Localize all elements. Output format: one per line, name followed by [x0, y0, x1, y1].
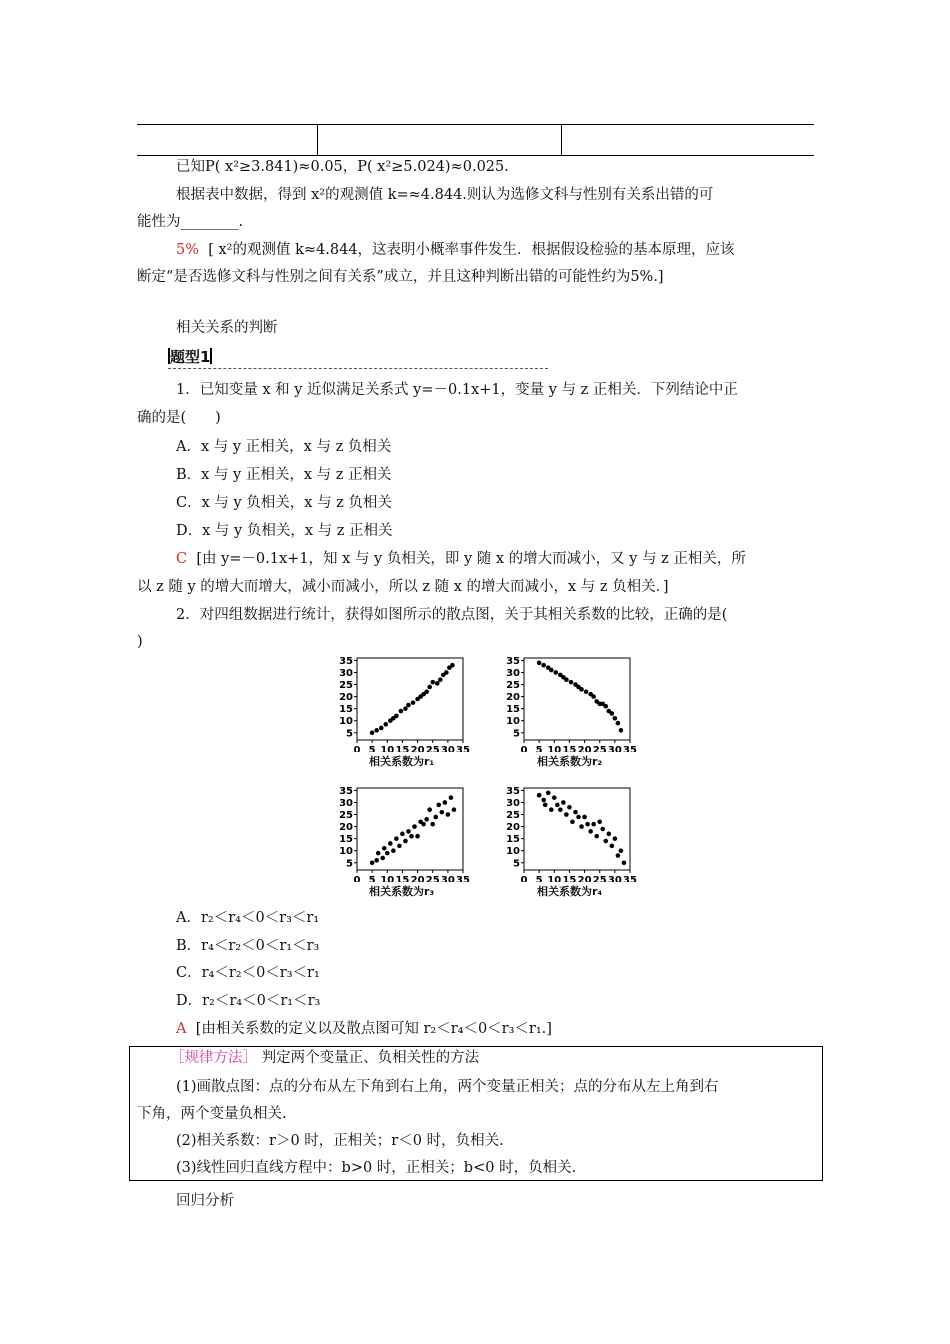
scatter-point	[435, 681, 440, 686]
scatter-point	[537, 793, 542, 798]
scatter-point	[403, 706, 408, 711]
plot-caption-r2: 相关系数为r₂	[537, 755, 603, 768]
y-tick-label: 10	[339, 716, 353, 728]
x-tick-label: 25	[592, 745, 607, 752]
method-point-1b: 下角，两个变量负相关.	[137, 1106, 287, 1122]
y-tick-label: 20	[339, 692, 353, 704]
x-tick-label: 35	[456, 875, 470, 882]
q2-answer	[176, 1019, 552, 1039]
y-tick-label: 25	[339, 810, 353, 822]
scatter-point	[543, 803, 548, 808]
scatter-point	[438, 677, 443, 682]
x-tick-label: 5	[368, 875, 376, 882]
plot-frame	[524, 788, 630, 870]
scatter-point	[397, 844, 402, 849]
scatter-point	[406, 829, 411, 834]
scatter-point	[374, 728, 379, 733]
scatter-point	[430, 680, 435, 685]
answer-letter: 5%	[176, 242, 200, 258]
q1-answer-line-2: 以 z 随 y 的增大而增大，减小而减小，所以 z 随 x 的增大而减小，x 与 z 负相关．]	[137, 579, 669, 595]
q1-option-d: D．x 与 y 负相关，x 与 z 正相关	[176, 523, 393, 539]
x-tick-label: 35	[623, 875, 637, 882]
scatter-point	[382, 846, 387, 851]
table-divider	[561, 125, 562, 155]
q2-answer-text: [由相关系数的定义以及散点图可知 r₂＜r₄＜0＜r₃＜r₁.]	[195, 1021, 552, 1037]
x-tick-label: 5	[535, 875, 543, 882]
plot-frame	[524, 658, 630, 740]
y-tick-label: 30	[506, 797, 520, 809]
x-tick-label: 25	[425, 745, 440, 752]
x-tick-label: 5	[368, 745, 376, 752]
x-tick-label: 10	[547, 745, 562, 752]
scatter-point	[424, 689, 429, 694]
method-point-2: (2)相关系数：r＞0 时，正相关；r＜0 时，负相关.	[176, 1133, 504, 1149]
scatter-point	[427, 685, 432, 690]
scatter-point	[537, 661, 542, 666]
section-title: 相关关系的判断	[176, 320, 278, 336]
x-tick-label: 20	[410, 745, 425, 752]
scatter-point	[603, 839, 608, 844]
x-tick-label: 35	[623, 745, 637, 752]
y-tick-label: 25	[339, 680, 353, 692]
answer-line-1	[176, 240, 735, 260]
scatter-point	[399, 709, 404, 714]
scatter-point	[394, 714, 399, 719]
method-title: 判定两个变量正、负相关性的方法	[257, 1050, 480, 1066]
scatter-point	[564, 812, 569, 817]
question-line-2: 能性为________.	[137, 214, 244, 230]
y-tick-label: 35	[339, 785, 353, 797]
scatter-point	[619, 848, 624, 853]
scatter-point	[549, 807, 554, 812]
scatter-point	[552, 795, 557, 800]
scatter-point	[449, 795, 454, 800]
scatter-plot-r2	[502, 652, 652, 752]
answer-line-2: 断定“是否选修文科与性别之间有关系”成立，并且这种判断出错的可能性约为5%.]	[137, 269, 664, 285]
x-tick-label: 30	[607, 745, 622, 752]
scatter-point	[430, 822, 435, 827]
y-tick-label: 25	[506, 680, 520, 692]
scatter-point	[409, 834, 414, 839]
scatter-point	[444, 670, 449, 675]
scatter-point	[567, 805, 572, 810]
scatter-point	[584, 689, 589, 694]
y-tick-label: 15	[339, 704, 353, 716]
y-tick-label: 25	[506, 810, 520, 822]
q2-stem-line-2: )	[137, 634, 143, 650]
scatter-point	[415, 834, 420, 839]
q1-option-a: A．x 与 y 正相关，x 与 z 负相关	[176, 439, 392, 455]
scatter-point	[394, 836, 399, 841]
y-tick-label: 20	[339, 822, 353, 834]
x-tick-label: 35	[456, 745, 470, 752]
q2-option-d: D．r₂＜r₄＜0＜r₁＜r₃	[176, 993, 321, 1009]
scatter-point	[564, 677, 569, 682]
x-tick-label: 0	[520, 745, 528, 752]
scatter-point	[379, 726, 384, 731]
scatter-point	[610, 844, 615, 849]
section-title-regression: 回归分析	[176, 1193, 234, 1209]
y-tick-label: 30	[506, 667, 520, 679]
x-tick-label: 5	[535, 745, 543, 752]
x-tick-label: 20	[577, 745, 592, 752]
y-tick-label: 10	[506, 846, 520, 858]
scatter-point	[579, 687, 584, 692]
scatter-point	[591, 694, 596, 699]
scatter-plot-r4	[502, 782, 652, 882]
method-point-1a: (1)画散点图：点的分布从左下角到右上角，两个变量正相关；点的分布从左上角到右	[176, 1079, 719, 1095]
scatter-point	[554, 670, 559, 675]
scatter-point	[446, 812, 451, 817]
scatter-point	[570, 819, 575, 824]
x-tick-label: 30	[607, 875, 622, 882]
scatter-point	[370, 730, 375, 735]
q2-stem-line-1: 2．对四组数据进行统计，获得如图所示的散点图，关于其相关系数的比较，正确的是(	[176, 607, 728, 623]
plot-caption-r3: 相关系数为r₃	[369, 885, 435, 898]
q1-answer-letter: C	[176, 551, 188, 567]
scatter-point	[607, 832, 612, 837]
data-table-fragment	[137, 124, 814, 156]
scatter-point	[450, 663, 455, 668]
answer-text: [ x²的观测值 k≈4.844，这表明小概率事件发生．根据假设检验的基本原理，应该	[208, 242, 735, 258]
scatter-point	[561, 800, 566, 805]
q1-answer-text: [由 y=－0.1x+1，知 x 与 y 负相关，即 y 随 x 的增大而减小，又 y 与 z 正相关，所	[196, 551, 746, 567]
method-label: ［规律方法］	[170, 1050, 257, 1066]
y-tick-label: 35	[339, 655, 353, 667]
q2-option-a: A．r₂＜r₄＜0＜r₃＜r₁	[176, 910, 320, 926]
scatter-point	[579, 824, 584, 829]
scatter-point	[400, 832, 405, 837]
y-tick-label: 35	[506, 655, 520, 667]
y-tick-label: 15	[506, 834, 520, 846]
scatter-point	[546, 791, 551, 796]
scatter-point	[376, 851, 381, 856]
scatter-plot-r3	[335, 782, 485, 882]
q2-option-c: C．r₄＜r₂＜0＜r₃＜r₁	[176, 965, 320, 981]
scatter-point	[403, 839, 408, 844]
scatter-point	[582, 815, 587, 820]
scatter-point	[603, 704, 608, 709]
scatter-point	[549, 668, 554, 673]
scatter-point	[585, 822, 590, 827]
scatter-point	[616, 721, 621, 726]
dashed-divider	[168, 368, 548, 369]
y-tick-label: 15	[506, 704, 520, 716]
method-box-title	[170, 1048, 479, 1068]
scatter-point	[427, 807, 432, 812]
scatter-point	[622, 860, 627, 865]
y-tick-label: 10	[339, 846, 353, 858]
x-tick-label: 10	[380, 875, 395, 882]
scatter-point	[411, 700, 416, 705]
q2-option-b: B．r₄＜r₂＜0＜r₁＜r₃	[176, 938, 320, 954]
scatter-point	[591, 822, 596, 827]
scatter-point	[383, 722, 388, 727]
given-probabilities: 已知P( x²≥3.841)≈0.05，P( x²≥5.024)≈0.025.	[176, 159, 509, 175]
plot-caption-r4: 相关系数为r₄	[537, 885, 603, 898]
y-tick-label: 10	[506, 716, 520, 728]
y-tick-label: 5	[513, 728, 520, 740]
x-tick-label: 15	[395, 875, 410, 882]
y-tick-label: 30	[339, 667, 353, 679]
q1-option-c: C．x 与 y 负相关，x 与 z 负相关	[176, 495, 392, 511]
question-type-tag: 题型1	[170, 348, 211, 366]
q1-answer-line-1	[176, 549, 746, 569]
y-tick-label: 35	[506, 785, 520, 797]
scatter-point	[433, 815, 438, 820]
scatter-point	[421, 822, 426, 827]
plot-frame	[357, 788, 463, 870]
scatter-point	[452, 807, 457, 812]
scatter-point	[424, 817, 429, 822]
x-tick-label: 10	[380, 745, 395, 752]
scatter-point	[616, 853, 621, 858]
y-tick-label: 5	[346, 858, 353, 870]
x-tick-label: 0	[520, 875, 528, 882]
scatter-point	[440, 810, 445, 815]
q1-stem-line-2: 确的是( )	[137, 410, 221, 426]
q1-option-b: B．x 与 y 正相关，x 与 z 正相关	[176, 467, 392, 483]
scatter-point	[619, 728, 624, 733]
scatter-point	[391, 848, 396, 853]
x-tick-label: 25	[425, 875, 440, 882]
scatter-point	[613, 716, 618, 721]
x-tick-label: 0	[353, 875, 361, 882]
x-tick-label: 30	[440, 875, 455, 882]
scatter-point	[573, 810, 578, 815]
scatter-point	[406, 703, 411, 708]
x-tick-label: 15	[562, 875, 577, 882]
scatter-point	[541, 663, 546, 668]
scatter-point	[385, 851, 390, 856]
scatter-point	[412, 824, 417, 829]
x-tick-label: 0	[353, 745, 361, 752]
scatter-point	[443, 800, 448, 805]
x-tick-label: 15	[395, 745, 410, 752]
x-tick-label: 20	[410, 875, 425, 882]
scatter-point	[594, 834, 599, 839]
x-tick-label: 25	[592, 875, 607, 882]
x-tick-label: 15	[562, 745, 577, 752]
y-tick-label: 15	[339, 834, 353, 846]
scatter-point	[588, 829, 593, 834]
scatter-point	[613, 836, 618, 841]
scatter-point	[541, 798, 546, 803]
scatter-point	[555, 803, 560, 808]
scatter-plot-r1	[335, 652, 485, 752]
scatter-point	[569, 680, 574, 685]
scatter-point	[388, 841, 393, 846]
scatter-point	[374, 858, 379, 863]
y-tick-label: 5	[513, 858, 520, 870]
scatter-point	[576, 815, 581, 820]
x-tick-label: 30	[440, 745, 455, 752]
method-point-3: (3)线性回归直线方程中：b>0 时，正相关；b<0 时，负相关.	[176, 1160, 577, 1176]
question-line-1: 根据表中数据，得到 x²的观测值 k=≈4.844.则认为选修文科与性别有关系出错的可	[176, 187, 714, 203]
scatter-point	[436, 803, 441, 808]
table-divider	[317, 125, 318, 155]
scatter-point	[597, 819, 602, 824]
y-tick-label: 20	[506, 822, 520, 834]
scatter-point	[370, 860, 375, 865]
plot-caption-r1: 相关系数为r₁	[369, 755, 435, 768]
q1-stem-line-1: 1．已知变量 x 和 y 近似满足关系式 y=－0.1x+1，变量 y 与 z 正相关．下列结论中正	[176, 382, 738, 398]
x-tick-label: 20	[577, 875, 592, 882]
scatter-point	[610, 711, 615, 716]
y-tick-label: 5	[346, 728, 353, 740]
y-tick-label: 30	[339, 797, 353, 809]
x-tick-label: 10	[547, 875, 562, 882]
y-tick-label: 20	[506, 692, 520, 704]
scatter-point	[558, 807, 563, 812]
q2-answer-letter: A	[176, 1021, 187, 1037]
scatter-point	[380, 856, 385, 861]
scatter-point	[600, 827, 605, 832]
